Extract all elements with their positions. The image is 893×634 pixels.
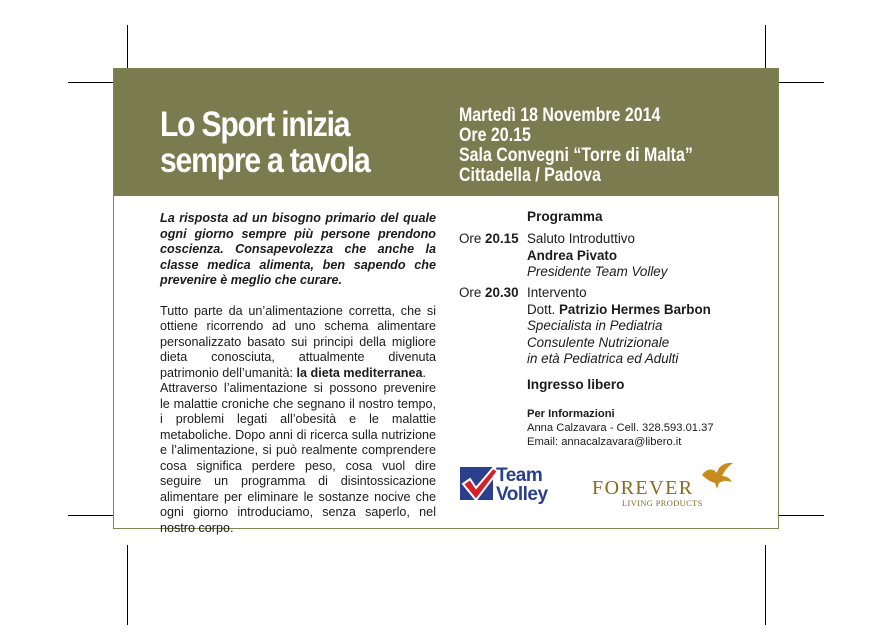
contact-phone: Anna Calzavara - Cell. 328.593.01.37 xyxy=(527,422,714,434)
program-details xyxy=(527,285,711,368)
program-activity: Intervento xyxy=(527,285,587,300)
speaker-title: Dott. xyxy=(527,301,559,317)
invitation-card xyxy=(113,68,779,535)
speaker-role: Presidente Team Volley xyxy=(527,264,668,280)
eagle-icon xyxy=(700,461,736,491)
crop-mark xyxy=(68,82,113,83)
speaker-role: Consulente Nutrizionale xyxy=(527,334,670,350)
crop-mark xyxy=(779,515,824,516)
team-volley-logo xyxy=(460,464,572,506)
header-band xyxy=(114,69,778,196)
forever-wordmark: FOREVER xyxy=(592,477,694,499)
intro-paragraph: La risposta ad un bisogno primario del quale ogni giorno sempre più persone prendono coscienza. Consapevolezza che anche la classe medica alimenta, ben sapendo che prevenire è meglio che curare. xyxy=(160,211,436,287)
crop-mark xyxy=(127,545,128,625)
time-value: 20.15 xyxy=(485,231,519,246)
time-value: 20.30 xyxy=(485,285,519,300)
program-activity: Saluto Introduttivo xyxy=(527,231,635,246)
speaker-role: in età Pediatrica ed Adulti xyxy=(527,351,679,367)
event-details xyxy=(459,106,693,186)
speaker-name: Andrea Pivato xyxy=(527,247,618,263)
body-paragraph-1 xyxy=(160,304,436,382)
body-paragraph-1-text: Tutto parte da un’alimentazione corretta, che si ottiene ricorrendo ad uno schema alimentare personalizzato basato sui principi della migliore dieta conosciuta, attualmente divenuta patrimonio dell’umanità: xyxy=(160,303,436,380)
team-volley-word-2: Volley xyxy=(496,484,548,505)
event-venue: Sala Convegni “Torre di Malta” xyxy=(459,145,693,166)
forever-living-logo xyxy=(592,461,742,511)
body-paragraph-1-end: . xyxy=(422,365,427,380)
contact-title: Per Informazioni xyxy=(527,408,615,420)
program-time xyxy=(459,231,519,248)
team-volley-word-1: Team xyxy=(496,465,543,486)
crop-mark xyxy=(765,25,766,68)
crop-mark xyxy=(765,545,766,625)
program-title: Programma xyxy=(527,209,603,224)
team-volley-wordmark xyxy=(496,466,548,504)
time-prefix: Ore xyxy=(459,285,486,300)
crop-mark xyxy=(68,515,113,516)
free-entry-label: Ingresso libero xyxy=(527,377,625,392)
crop-mark xyxy=(779,82,824,83)
event-city: Cittadella / Padova xyxy=(459,165,601,186)
program-details xyxy=(527,231,667,281)
contact-info xyxy=(527,407,714,449)
crop-mark xyxy=(127,25,128,68)
time-prefix: Ore xyxy=(459,231,486,246)
program-time xyxy=(459,285,519,302)
checkmark-icon xyxy=(460,464,500,504)
title-line-1: Lo Sport inizia xyxy=(160,105,350,144)
event-date: Martedì 18 Novembre 2014 xyxy=(459,105,661,126)
speaker-role: Specialista in Pediatria xyxy=(527,318,663,334)
event-time: Ore 20.15 xyxy=(459,125,531,146)
title-line-2: sempre a tavola xyxy=(160,141,370,180)
highlight-text: la dieta mediterranea xyxy=(296,365,423,380)
description-column xyxy=(160,211,436,536)
event-title xyxy=(160,107,369,179)
speaker-name-line xyxy=(527,302,711,319)
forever-subtitle: LIVING PRODUCTS xyxy=(622,499,703,508)
speaker-name: Patrizio Hermes Barbon xyxy=(559,301,711,317)
contact-email: Email: annacalzavara@libero.it xyxy=(527,436,682,448)
body-paragraph-2: Attraverso l’alimentazione si possono prevenire le malattie croniche che segnano il nostro tempo, i problemi legati all’obesità e le malattie metaboliche. Dopo anni di ricerca sulla nutrizione e l’alimentazione, si può realmente comprendere cosa significa perdere peso, cosa vuol dire seguire un programma di disintossicazione alimentare per eliminare le sostanze nocive che ogni giorno introduciamo, senza saperlo, nel nostro corpo. xyxy=(160,381,436,535)
